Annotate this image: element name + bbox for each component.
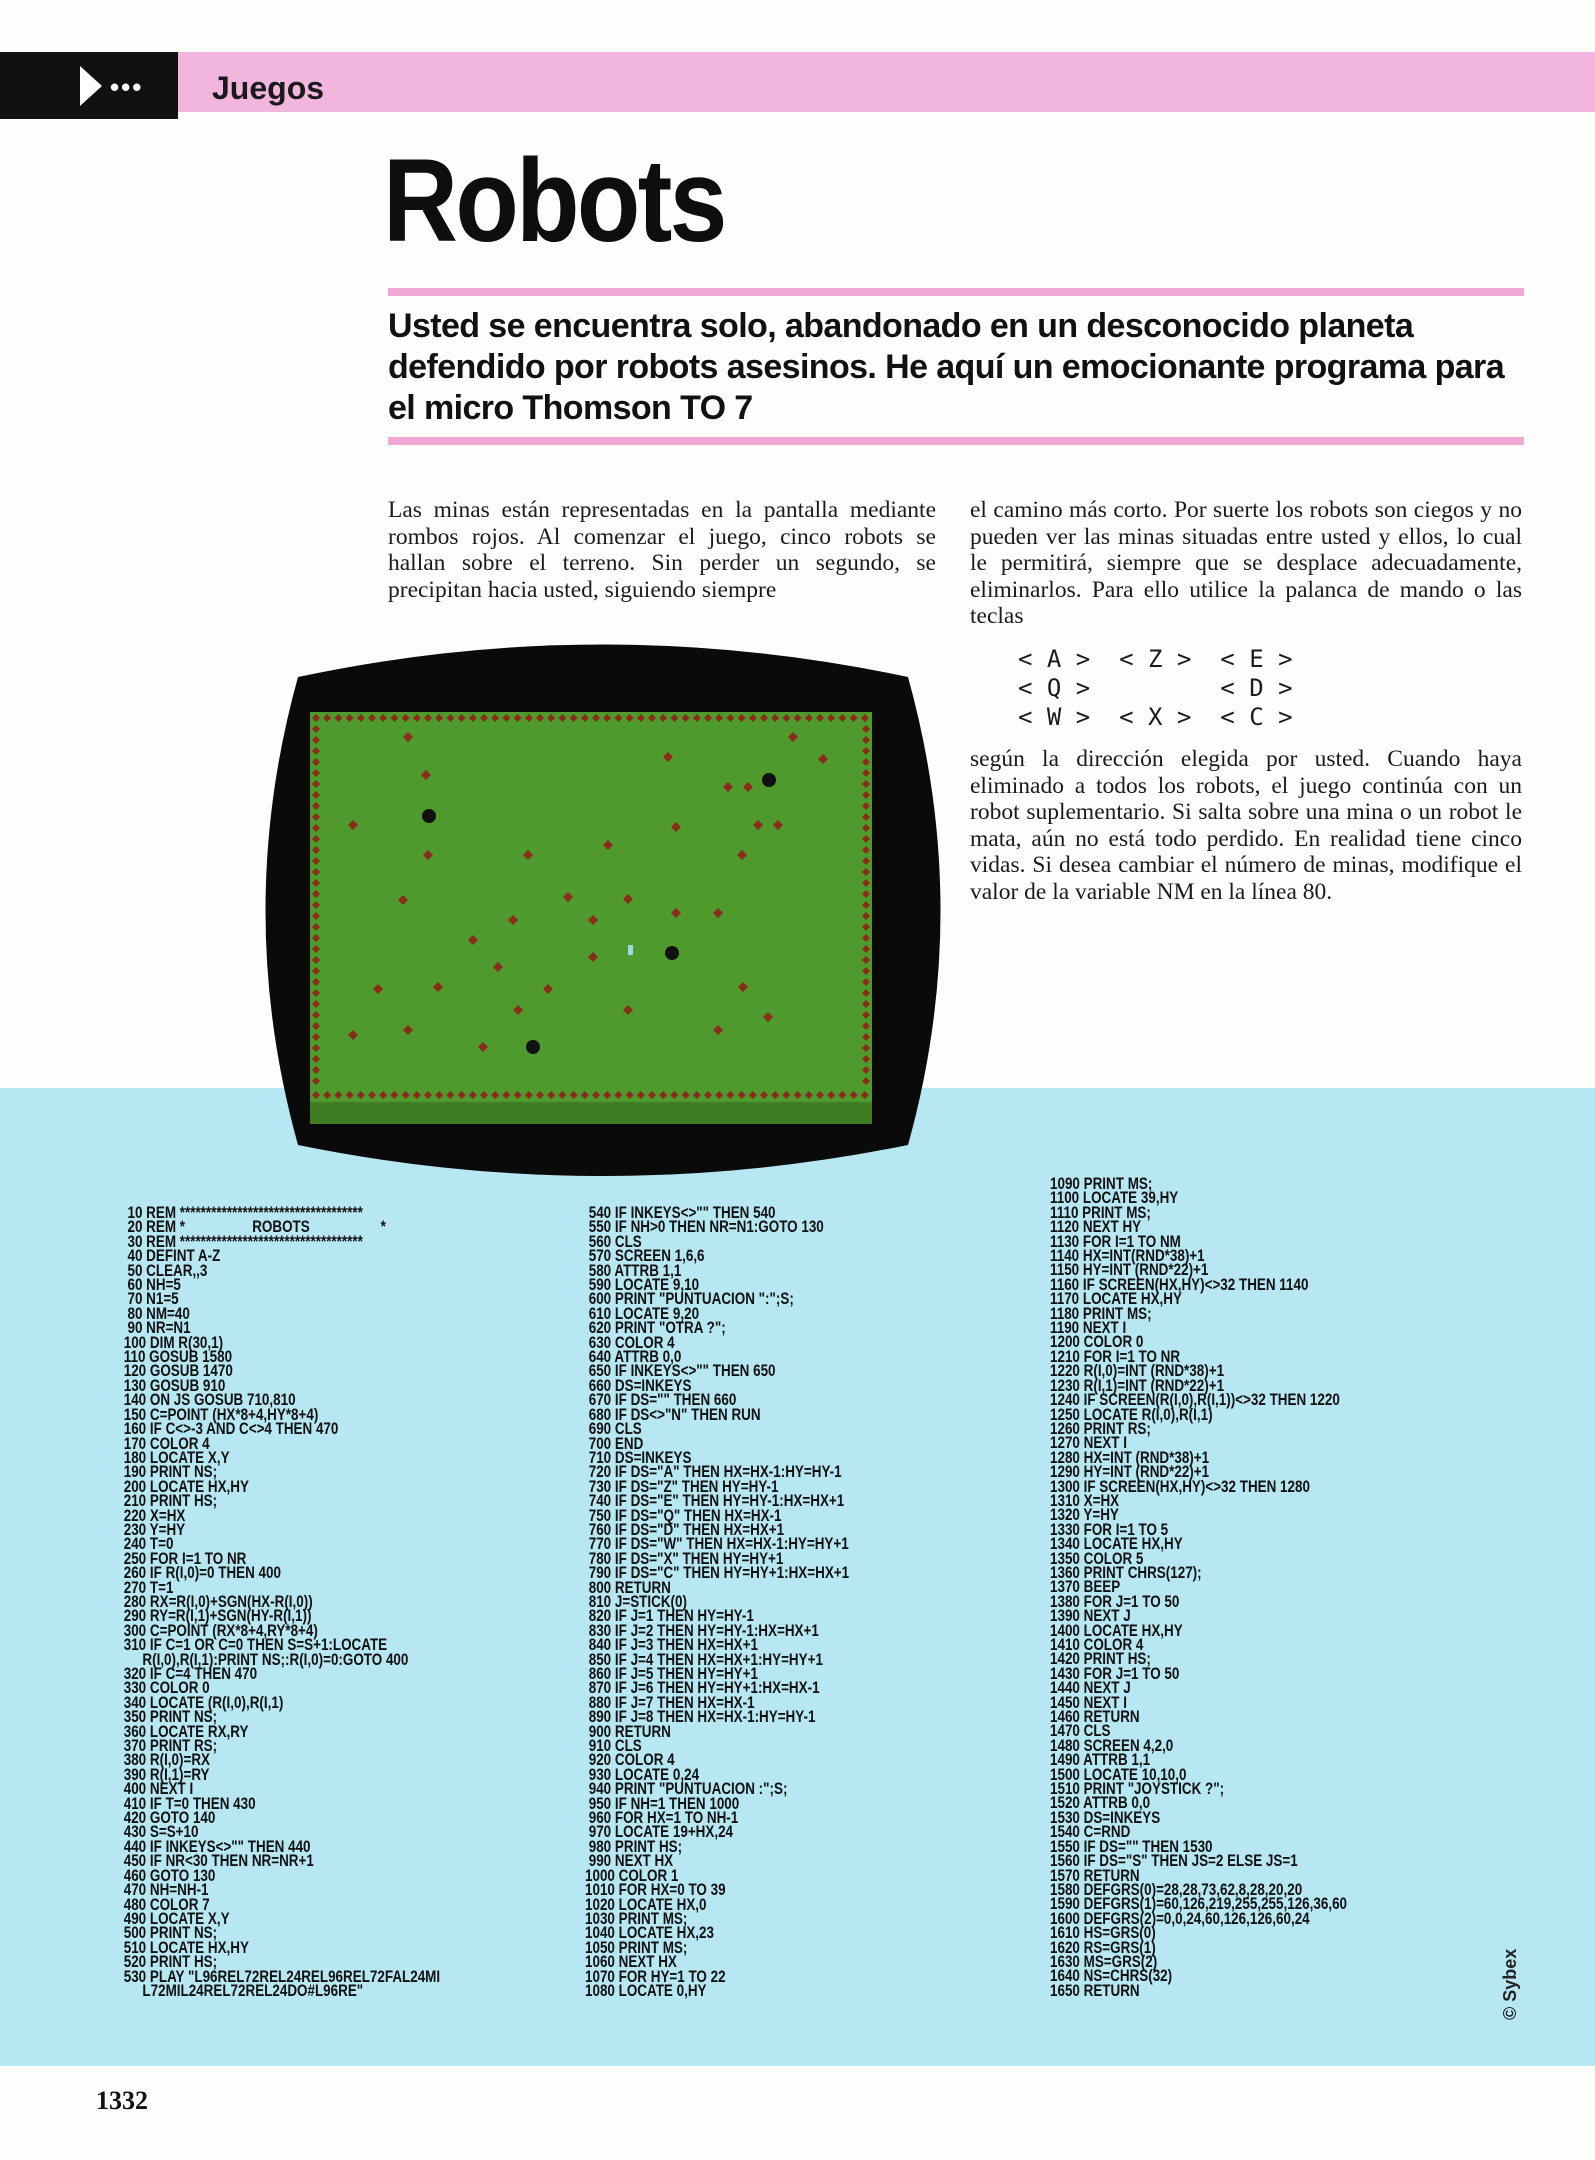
player — [628, 945, 633, 955]
title-rule-top — [388, 288, 1524, 296]
status-bar — [310, 1102, 872, 1124]
robot — [422, 809, 436, 823]
page-number: 1332 — [96, 2086, 148, 2115]
game-field — [310, 712, 872, 1102]
body-text-right-top: el camino más corto. Por suerte los robots son ciegos y no pueden ver las minas situadas entre usted y ellos, lo cual le permitirá, siempre que se desplace adecuadamente, eliminarlos. Para ello utilice la palanca de mando o las teclas — [970, 497, 1522, 629]
body-text-left: Las minas están representadas en la pantalla mediante rombos rojos. Al comenzar el juego, cinco robots se hallan sobre el terreno. Sin perder un segundo, se precipitan hacia usted, siguiendo siempre — [388, 497, 936, 603]
article-subtitle: Usted se encuentra solo, abandonado en un desconocido planeta defendido por robots asesinos. He aquí un emocionante programa para el micro Thomson TO 7 — [388, 307, 1504, 427]
header-dots: ••• — [110, 72, 144, 102]
key-layout: < A > < Z > < E > < Q > < D > < W > < X > < C > — [1018, 645, 1293, 731]
body-text-right-bottom: según la dirección elegida por usted. Cuando haya eliminado a todos los robots, el juego continúa con un robot suplementario. Si salta sobre una mina o un robot le mata, aún no está todo perdido. En realidad tiene cinco vidas. Si desea cambiar el número de minas, modifique el valor de la variable NM en la línea 80. — [970, 746, 1522, 905]
robot — [665, 946, 679, 960]
article-title: Robots — [383, 135, 725, 267]
robot — [526, 1040, 540, 1054]
arrow-icon — [80, 66, 102, 106]
listing-column-3: 1090 PRINT MS; 1100 LOCATE 39,HY 1110 PRINT MS; 1120 NEXT HY 1130 FOR I=1 TO NM 1140 HX=INT(RND*38)+1 1150 HY=INT (RND*22)+1 1160 IF SCREEN(HX,HY)<>32 THEN 1140 1170 LOCATE HX,HY 1180 PRINT MS; 1190 NEXT I 1200 COLOR 0 1210 FOR I=1 TO NR 1220 R(I,0)=INT (RND*38)+1 1230 R(I,1)=INT (RND*22)+1 1240 IF SCREEN(R(I,0),R(I,1))<>32 THEN 1220 1250 LOCATE R(I,0),R(I,1) 1260 PRINT RS; 1270 NEXT I 1280 HX=INT (RND*38)+1 1290 HY=INT (RND*22)+1 1300 IF SCREEN(HX,HY)<>32 THEN 1280 1310 X=HX 1320 Y=HY 1330 FOR I=1 TO 5 1340 LOCATE HX,HY 1350 COLOR 5 1360 PRINT CHRS(127); 1370 BEEP 1380 FOR J=1 TO 50 1390 NEXT J 1400 LOCATE HX,HY 1410 COLOR 4 1420 PRINT HS; 1430 FOR J=1 TO 50 1440 NEXT J 1450 NEXT I 1460 RETURN 1470 CLS 1480 SCREEN 4,2,0 1490 ATTRB 1,1 1500 LOCATE 10,10,0 1510 PRINT "JOYSTICK ?"; 1520 ATTRB 0,0 1530 DS=INKEYS 1540 C=RND 1550 IF DS="" THEN 1530 1560 IF DS="S" THEN JS=2 ELSE JS=1 1570 RETURN 1580 DEFGRS(0)=28,28,73,62,8,28,20,20 1590 DEFGRS(1)=60,126,219,255,255,126,36,60 1600 DEFGRS(2)=0,0,24,60,126,126,60,24 1610 HS=GRS(0) 1620 RS=GRS(1) 1630 MS=GRS(2) 1640 NS=CHRS(32) 1650 RETURN — [1050, 1175, 1348, 2000]
robot — [762, 773, 776, 787]
section-label: Juegos — [212, 70, 325, 106]
listing-column-1: 10 REM *********************************** 20 REM * ROBOTS * 30 REM *********************************** 40 DEFINT A-Z 50 CLEAR,,3 60 NH=5 70 N1=5 80 NM=40 90 NR=N1 100 DIM R(30,1) 110 GOSUB 1580 120 GOSUB 1470 130 GOSUB 910 140 ON JS GOSUB 710,810 150 C=POINT (HX*8+4,HY*8+4) 160 IF C<>-3 AND C<>4 THEN 470 170 COLOR 4 180 LOCATE X,Y 190 PRINT NS; 200 LOCATE HX,HY 210 PRINT HS; 220 X=HX 230 Y=HY 240 T=0 250 FOR I=1 TO NR 260 IF R(I,0)=0 THEN 400 270 T=1 280 RX=R(I,0)+SGN(HX-R(I,0)) 290 RY=R(I,1)+SGN(HY-R(I,1)) 300 C=POINT (RX*8+4,RY*8+4) 310 IF C=1 OR C=0 THEN S=S+1:LOCATE R(I,0),R(I,1):PRINT NS;:R(I,0)=0:GOTO 400 320 IF C=4 THEN 470 330 COLOR 0 340 LOCATE (R(I,0),R(I,1) 350 PRINT NS; 360 LOCATE RX,RY 370 PRINT RS; 380 R(I,0)=RX 390 R(I,1)=RY 400 NEXT I 410 IF T=0 THEN 430 420 GOTO 140 430 S=S+10 440 IF INKEYS<>"" THEN 440 450 IF NR<30 THEN NR=NR+1 460 GOTO 130 470 NH=NH-1 480 COLOR 7 490 LOCATE X,Y 500 PRINT NS; 510 LOCATE HX,HY 520 PRINT HS; 530 PLAY "L96REL72REL24REL96REL72FAL24MI L72MIL24REL72REL24DO#L96RE" — [123, 1204, 441, 2000]
game-screenshot — [258, 637, 948, 1185]
listing-column-2: 540 IF INKEYS<>"" THEN 540 550 IF NH>0 THEN NR=N1:GOTO 130 560 CLS 570 SCREEN 1,6,6 580 ATTRB 1,1 590 LOCATE 9,10 600 PRINT "PUNTUACION ":";S; 610 LOCATE 9,20 620 PRINT "OTRA ?"; 630 COLOR 4 640 ATTRB 0,0 650 IF INKEYS<>"" THEN 650 660 DS=INKEYS 670 IF DS="" THEN 660 680 IF DS<>"N" THEN RUN 690 CLS 700 END 710 DS=INKEYS 720 IF DS="A" THEN HX=HX-1:HY=HY-1 730 IF DS="Z" THEN HY=HY-1 740 IF DS="E" THEN HY=HY-1:HX=HX+1 750 IF DS="Q" THEN HX=HX-1 760 IF DS="D" THEN HX=HX+1 770 IF DS="W" THEN HX=HX-1:HY=HY+1 780 IF DS="X" THEN HY=HY+1 790 IF DS="C" THEN HY=HY+1:HX=HX+1 800 RETURN 810 J=STICK(0) 820 IF J=1 THEN HY=HY-1 830 IF J=2 THEN HY=HY-1:HX=HX+1 840 IF J=3 THEN HX=HX+1 850 IF J=4 THEN HX=HX+1:HY=HY+1 860 IF J=5 THEN HY=HY+1 870 IF J=6 THEN HY=HY+1:HX=HX-1 880 IF J=7 THEN HX=HX-1 890 IF J=8 THEN HX=HX-1:HY=HY-1 900 RETURN 910 CLS 920 COLOR 4 930 LOCATE 0,24 940 PRINT "PUNTUACION :";S; 950 IF NH=1 THEN 1000 960 FOR HX=1 TO NH-1 970 LOCATE 19+HX,24 980 PRINT HS; 990 NEXT HX 1000 COLOR 1 1010 FOR HX=0 TO 39 1020 LOCATE HX,0 1030 PRINT MS; 1040 LOCATE HX,23 1050 PRINT MS; 1060 NEXT HX 1070 FOR HY=1 TO 22 1080 LOCATE 0,HY — [585, 1204, 850, 2000]
title-rule-bottom — [388, 437, 1524, 445]
copyright-notice: © Sybex — [1500, 1948, 1520, 2020]
